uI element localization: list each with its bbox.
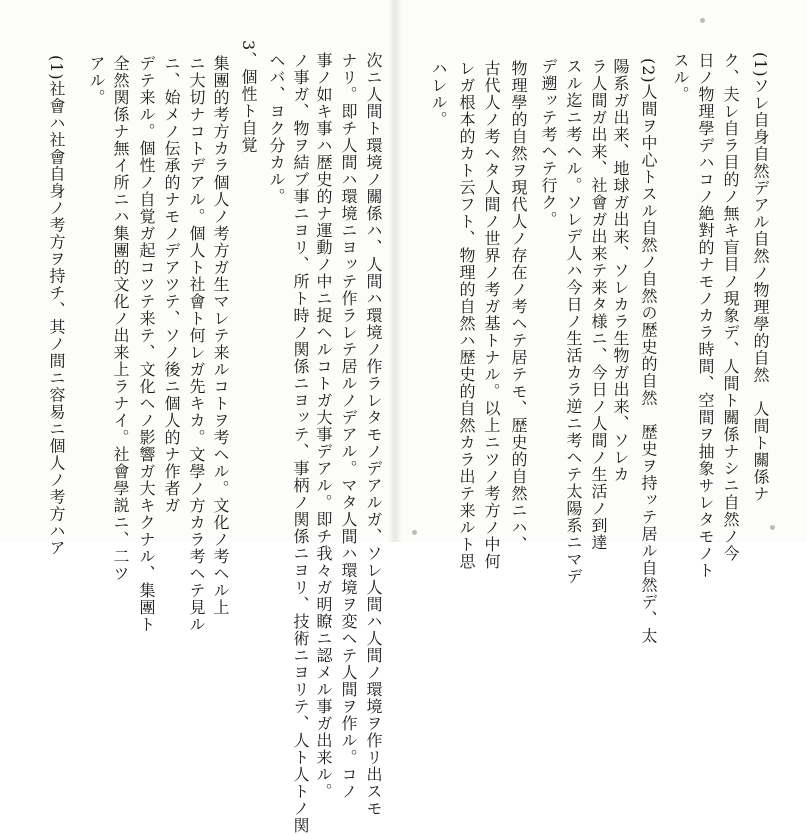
right-page-line-2: ク、夫レ自ラ目的ノ無キ盲目ノ現象デ、人間ト關係ナシニ自然ノ今 <box>721 52 740 562</box>
scan-speck <box>412 530 417 535</box>
section-heading: 3、個性ト自覚 <box>239 40 258 154</box>
right-page-line-7: ラ人間ガ出来、社會ガ出来テ来タ様ニ、今日ノ人間ノ生活ノ到達 <box>589 58 608 551</box>
page-gutter <box>388 0 402 542</box>
left-page-line-1: 次ニ人間ト環境ノ關係ハ、人間ハ環境ノ作ラレタモノデアルガ、ソレ人間ハ人間ノ環境ヲ作リ出スモ <box>364 52 383 817</box>
right-page-line-1: (1)ソレ自身自然デアル自然ノ物理學的自然 人間ト關係ナ <box>751 52 770 503</box>
left-page-line-12: アル。 <box>87 55 106 106</box>
right-page-line-9: デ遡ッテ考ヘテ行ク。 <box>539 58 558 228</box>
right-page-line-11: 古代人ノ考ヘタ人間ノ世界ノ考ガ基トナル。以上ニツノ考方ノ中何 <box>482 60 501 570</box>
left-page-line-11: 全然関係ナ無イ所ニハ集團的文化ノ出来上ラナイ。社會學説ニ、二ツ <box>111 55 130 582</box>
right-page-line-10: 物理學的自然ヲ現代人ノ存在ノ考ヘテ居テモ、歴史的自然ニハ、 <box>509 60 528 553</box>
left-page-line-7: 集團的考方カラ個人ノ考方ガ生マレテ来ルコトヲ考ヘル。文化ノ考ヘル上 <box>211 55 230 616</box>
right-page-line-5: (2)人間ヲ中心トスル自然ノ自然の歴史的自然 歴史ヲ持ッテ居ル自然デ、太 <box>639 58 658 645</box>
left-page-line-4: ノ事ガ、物ヲ結ブ事ニヨリ、所ト時ノ関係ニヨッテ、事柄ノ関係ニヨリ、技術ニヨリテ、人ト人トノ関 <box>291 52 310 834</box>
left-page-line-8: ニ大切ナコトデアル。個人ト社會ト何レガ先キカ。文學ノ方カラ考ヘテ見ル <box>187 55 206 633</box>
right-page-line-6: 陽系ガ出来、地球ガ出来、ソレカラ生物ガ出来、ソレカ <box>611 58 630 483</box>
left-page-line-5: ヘバ、ヨク分カル。 <box>267 52 286 205</box>
right-page-line-8: スル迄ニ考ヘル。ソレデ人ハ今日ノ生活カラ逆ニ考ヘテ太陽系ニマデ <box>564 58 583 585</box>
left-page-line-2: ナリ。即チ人間ハ環境ニヨッテ作ラレテ居ルノデアル。マタ人間ハ環境ヲ変ヘテ人間ヲ作ル。コノ <box>339 52 358 800</box>
right-page-line-3: 日ノ物理學デハコノ絶對的ナモノカラ時間、空間ヲ抽象サレタモノト <box>696 52 715 579</box>
scan-speck <box>770 525 775 530</box>
left-page-line-13: (1)社會ハ社會自身ノ考方ヲ持チ、其ノ間ニ容易ニ個人ノ考方ハア <box>47 55 66 557</box>
right-page-line-4: スル。 <box>671 52 690 103</box>
left-page-line-10: デテ来ル。個性ノ自覚ガ起コツテ来テ、文化ヘノ影響ガ大キクナル、集團ト <box>137 55 156 633</box>
scan-speck <box>700 18 705 23</box>
right-page-line-13: ハレル。 <box>429 60 448 128</box>
left-page-line-3: 事ノ如キ事ハ歴史的ナ運動ノ中ニ捉ヘルコトガ大事デアル。即チ我々ガ明瞭ニ認メル事ガ出来ル。 <box>314 52 333 800</box>
left-page-line-9: ニ、始メノ伝承的ナモノデアツテ、ソノ後ニ個人的ナ作者ガ <box>162 55 181 514</box>
right-page-line-12: レガ根本的カト云フト、物理的自然ハ歴史的自然カラ出テ来ルト思 <box>457 60 476 570</box>
